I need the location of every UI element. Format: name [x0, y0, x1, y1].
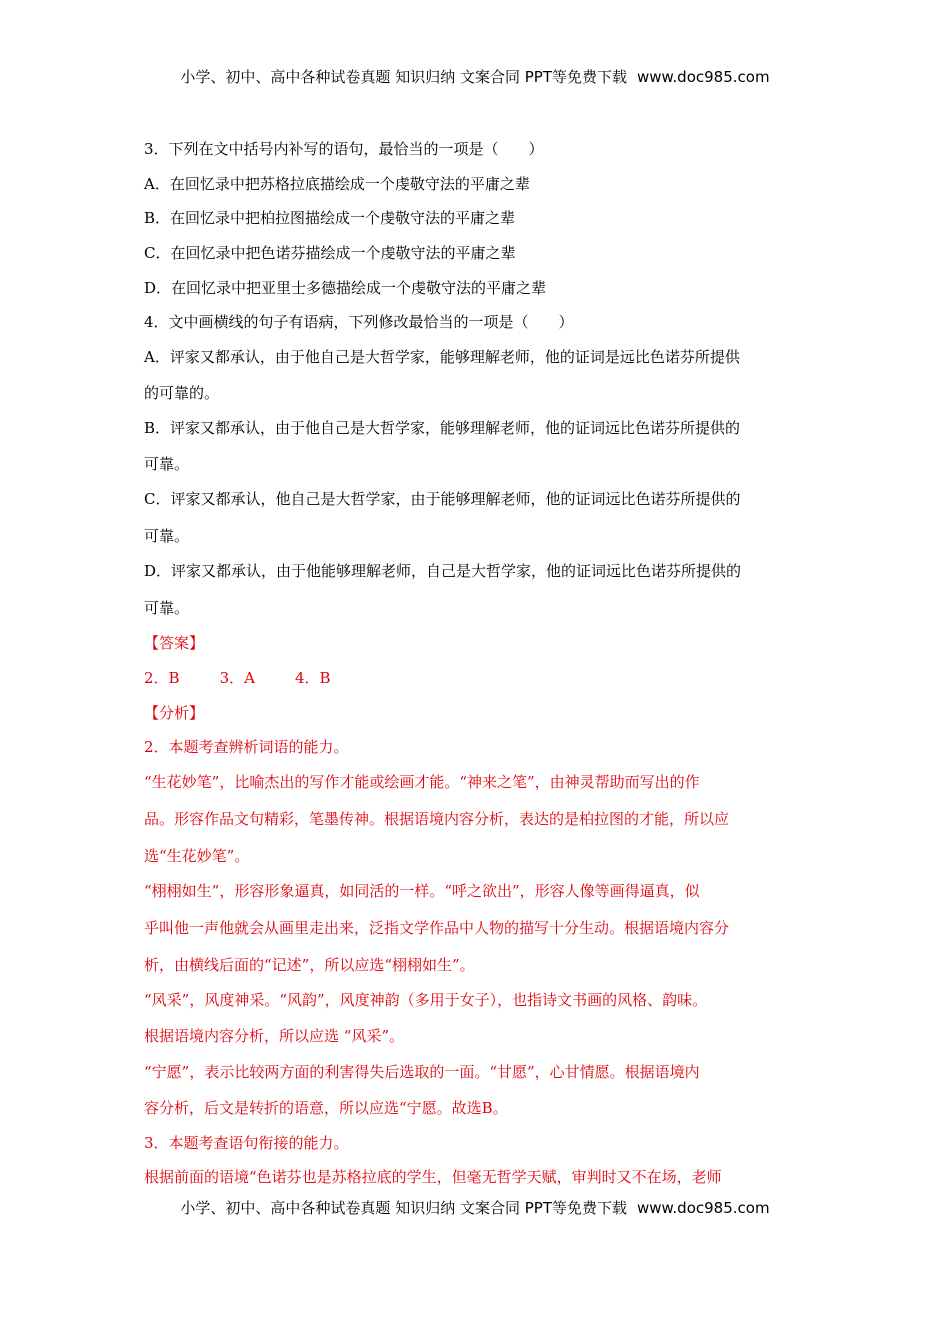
- question-4-stem: 4．文中画横线的句子有语病，下列修改最恰当的一项是（ ）: [144, 313, 574, 331]
- analysis-line: “栩栩如生”，形容形象逼真，如同活的一样。“呼之欲出”，形容人像等画得逼真，似: [144, 882, 700, 900]
- analysis-line: 析，由横线后面的“记述”，所以应选“栩栩如生”。: [144, 956, 475, 974]
- question-4-option-d: D．评家又都承认，由于他能够理解老师，自己是大哲学家，他的证词远比色诺芬所提供的: [144, 562, 742, 580]
- analysis-line: 品。形容作品文句精彩，笔墨传神。根据语境内容分析，表达的是柏拉图的才能，所以应: [144, 810, 730, 828]
- question-4-option-b-cont: 可靠。: [144, 455, 190, 473]
- question-3-option-a: A．在回忆录中把苏格拉底描绘成一个虔敬守法的平庸之辈: [144, 175, 530, 193]
- analysis-line: “生花妙笔”，比喻杰出的写作才能或绘画才能。“神来之笔”，由神灵帮助而写出的作: [144, 773, 700, 791]
- question-4-option-d-cont: 可靠。: [144, 599, 190, 617]
- page-header-top: [0, 66, 950, 87]
- footer-text: 小学、初中、高中各种试卷真题 知识归纳 文案合同 PPT等免费下载: [180, 1199, 627, 1217]
- header-site: www.doc985.com: [636, 68, 770, 86]
- answer-item: 2．B: [144, 669, 180, 687]
- analysis-line: 根据前面的语境“色诺芬也是苏格拉底的学生，但毫无哲学天赋，审判时又不在场，老师: [144, 1168, 722, 1186]
- analysis-line: 选“生花妙笔”。: [144, 847, 250, 865]
- analysis-line: 2．本题考查辨析词语的能力。: [144, 738, 349, 756]
- answer-heading: 【答案】: [144, 634, 205, 652]
- analysis-line: “宁愿”，表示比较两方面的利害得失后选取的一面。“甘愿”，心甘情愿。根据语境内: [144, 1063, 700, 1081]
- analysis-line: “风采”，风度神采。“风韵”，风度神韵（多用于女子），也指诗文书画的风格、韵味。: [144, 991, 708, 1009]
- analysis-line: 乎叫他一声他就会从画里走出来，泛指文学作品中人物的描写十分生动。根据语境内容分: [144, 919, 730, 937]
- question-3-option-c: C．在回忆录中把色诺芬描绘成一个虔敬守法的平庸之辈: [144, 244, 516, 262]
- answer-item: 3．A: [219, 669, 255, 687]
- question-4-option-c: C．评家又都承认，他自己是大哲学家，由于能够理解老师，他的证词远比色诺芬所提供的: [144, 490, 741, 508]
- analysis-line: 根据语境内容分析，所以应选 “风采”。: [144, 1027, 405, 1045]
- header-text: 小学、初中、高中各种试卷真题 知识归纳 文案合同 PPT等免费下载: [180, 68, 627, 86]
- page-header-bottom: [0, 1197, 950, 1218]
- footer-site: www.doc985.com: [636, 1199, 770, 1217]
- answer-item: 4．B: [294, 669, 331, 687]
- analysis-heading: 【分析】: [144, 704, 205, 722]
- analysis-line: 容分析，后文是转折的语意，所以应选“宁愿。故选B。: [144, 1099, 508, 1117]
- analysis-line: 3．本题考查语句衔接的能力。: [144, 1134, 349, 1152]
- question-4-option-a-cont: 的可靠的。: [144, 384, 220, 402]
- question-4-option-a: A．评家又都承认，由于他自己是大哲学家，能够理解老师，他的证词是远比色诺芬所提供: [144, 348, 740, 366]
- question-3-option-d: D．在回忆录中把亚里士多德描绘成一个虔敬守法的平庸之辈: [144, 279, 547, 297]
- question-4-option-b: B．评家又都承认，由于他自己是大哲学家，能够理解老师，他的证词远比色诺芬所提供的: [144, 419, 741, 437]
- question-3-option-b: B．在回忆录中把柏拉图描绘成一个虔敬守法的平庸之辈: [144, 209, 516, 227]
- question-3-stem: 3．下列在文中括号内补写的语句，最恰当的一项是（ ）: [144, 140, 544, 158]
- answer-list: [144, 667, 371, 688]
- question-4-option-c-cont: 可靠。: [144, 527, 190, 545]
